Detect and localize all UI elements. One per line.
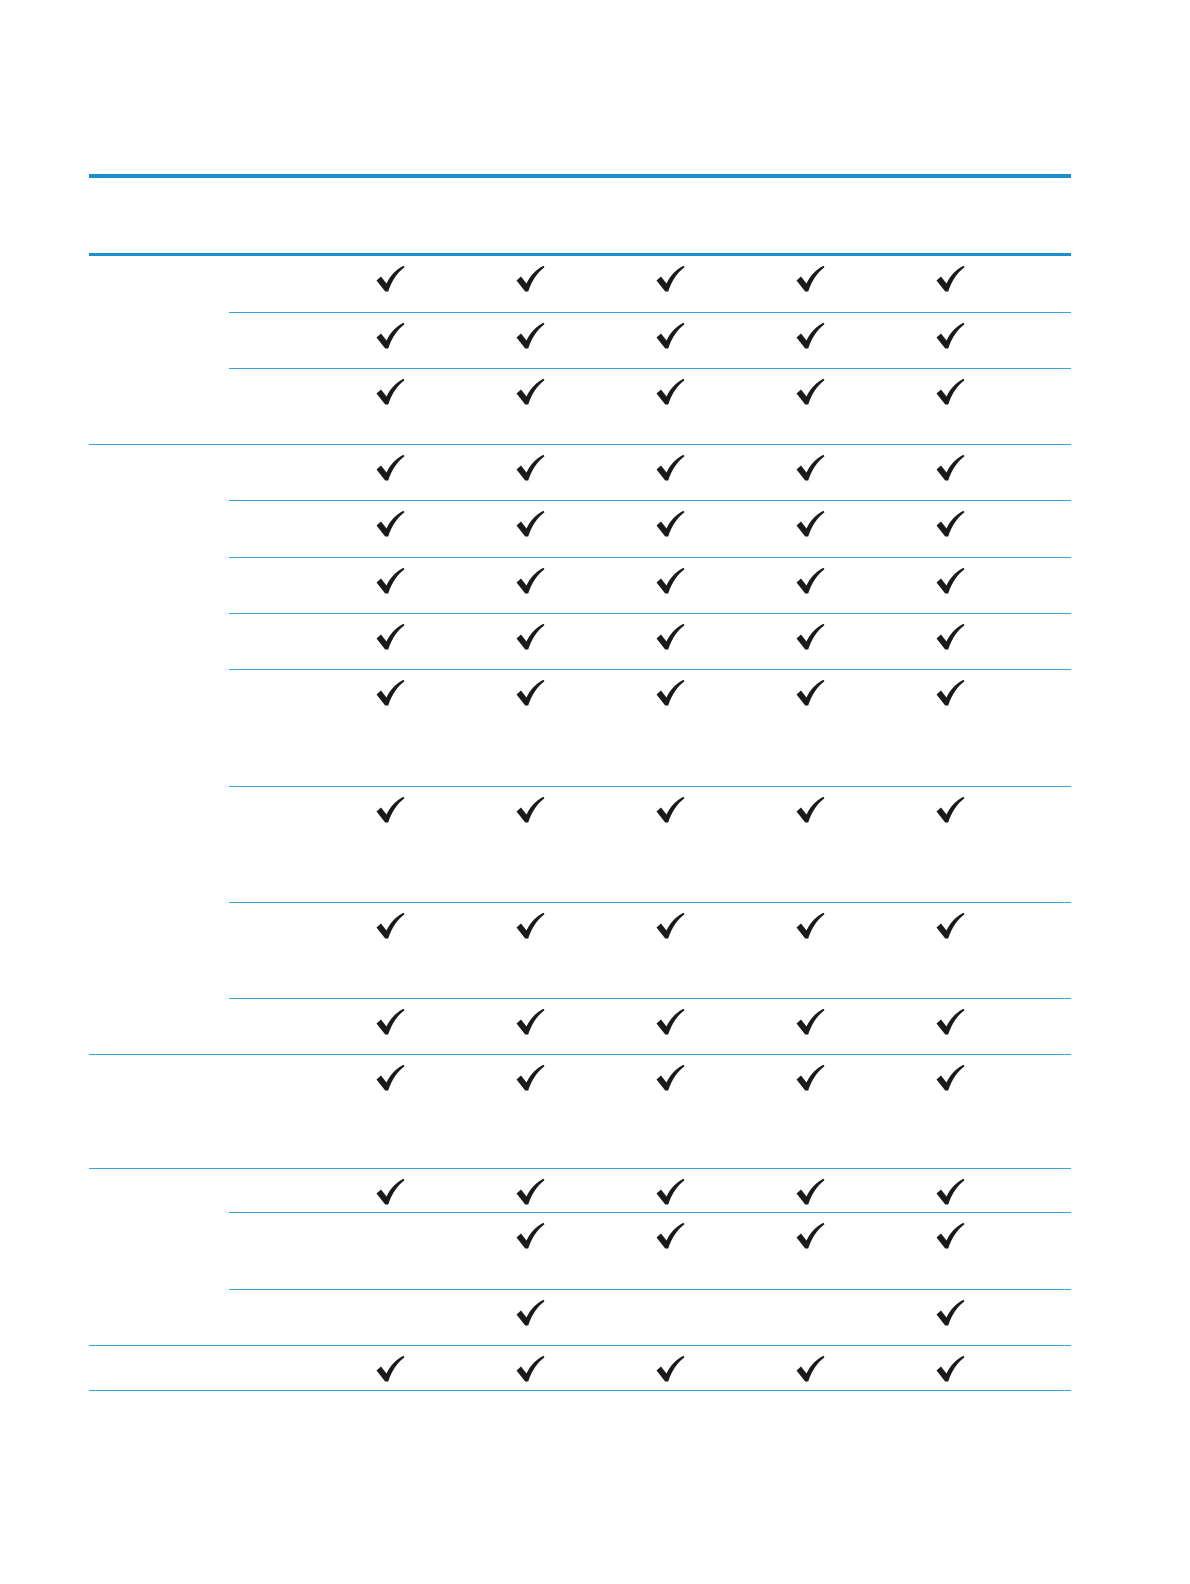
checkmark-icon [515,510,545,538]
checkmark-icon [375,623,405,651]
checkmark-icon [795,1008,825,1036]
checkmark-icon [375,1008,405,1036]
checkmark-icon [655,912,685,940]
checkmark-icon [795,796,825,824]
checkmark-icon [375,679,405,707]
checkmark-icon [655,510,685,538]
checkmark-icon [515,322,545,350]
checkmark-icon [515,1355,545,1383]
checkmark-icon [935,623,965,651]
header-top-rule [89,174,1071,178]
row-separator [229,902,1071,903]
checkmark-icon [935,1299,965,1327]
checkmark-icon [935,1064,965,1092]
checkmark-icon [795,1178,825,1206]
checkmark-icon [935,322,965,350]
checkmark-icon [515,1064,545,1092]
row-separator [229,998,1071,999]
checkmark-icon [795,1355,825,1383]
checkmark-icon [935,1222,965,1250]
checkmark-icon [375,1064,405,1092]
checkmark-icon [655,1064,685,1092]
checkmark-icon [655,322,685,350]
checkmark-icon [375,796,405,824]
row-separator [229,1289,1071,1290]
group-separator [89,1345,1071,1346]
checkmark-icon [655,1355,685,1383]
row-separator [229,312,1071,313]
checkmark-icon [515,623,545,651]
checkmark-icon [795,454,825,482]
table-bottom-rule [89,1390,1071,1391]
checkmark-icon [795,322,825,350]
checkmark-icon [935,510,965,538]
row-separator [229,786,1071,787]
checkmark-icon [375,912,405,940]
checkmark-icon [795,623,825,651]
checkmark-icon [515,912,545,940]
checkmark-icon [515,1178,545,1206]
checkmark-icon [655,679,685,707]
checkmark-icon [795,912,825,940]
checkmark-icon [795,1064,825,1092]
checkmark-icon [935,567,965,595]
checkmark-icon [795,265,825,293]
checkmark-icon [655,796,685,824]
checkmark-icon [375,510,405,538]
checkmark-icon [375,1355,405,1383]
checkmark-icon [935,796,965,824]
checkmark-icon [935,454,965,482]
row-separator [229,669,1071,670]
checkmark-icon [515,378,545,406]
checkmark-icon [515,454,545,482]
row-separator [229,557,1071,558]
checkmark-icon [515,679,545,707]
checkmark-icon [655,378,685,406]
checkmark-icon [655,567,685,595]
header-bottom-rule [89,253,1071,256]
checkmark-icon [795,1222,825,1250]
checkmark-icon [935,1355,965,1383]
checkmark-icon [515,265,545,293]
checkmark-icon [655,1222,685,1250]
checkmark-icon [375,378,405,406]
checkmark-icon [935,378,965,406]
checkmark-icon [375,322,405,350]
checkmark-icon [795,567,825,595]
checkmark-icon [515,567,545,595]
checkmark-icon [655,454,685,482]
row-separator [229,368,1071,369]
row-separator [229,500,1071,501]
checkmark-icon [935,912,965,940]
checkmark-icon [515,796,545,824]
checkmark-icon [655,265,685,293]
row-separator [229,1212,1071,1213]
checkmark-icon [935,265,965,293]
checkmark-icon [795,679,825,707]
checkmark-icon [935,1008,965,1036]
checkmark-icon [515,1008,545,1036]
row-separator [229,613,1071,614]
checkmark-icon [515,1222,545,1250]
checkmark-icon [655,1178,685,1206]
checkmark-icon [655,623,685,651]
checkmark-icon [375,454,405,482]
checkmark-icon [935,1178,965,1206]
checkmark-icon [795,510,825,538]
checkmark-icon [515,1299,545,1327]
group-separator [89,1168,1071,1169]
checkmark-icon [655,1008,685,1036]
checkmark-icon [935,679,965,707]
checkmark-icon [795,378,825,406]
checkmark-icon [375,567,405,595]
group-separator [89,444,1071,445]
group-separator [89,1054,1071,1055]
checkmark-icon [375,265,405,293]
checkmark-icon [375,1178,405,1206]
